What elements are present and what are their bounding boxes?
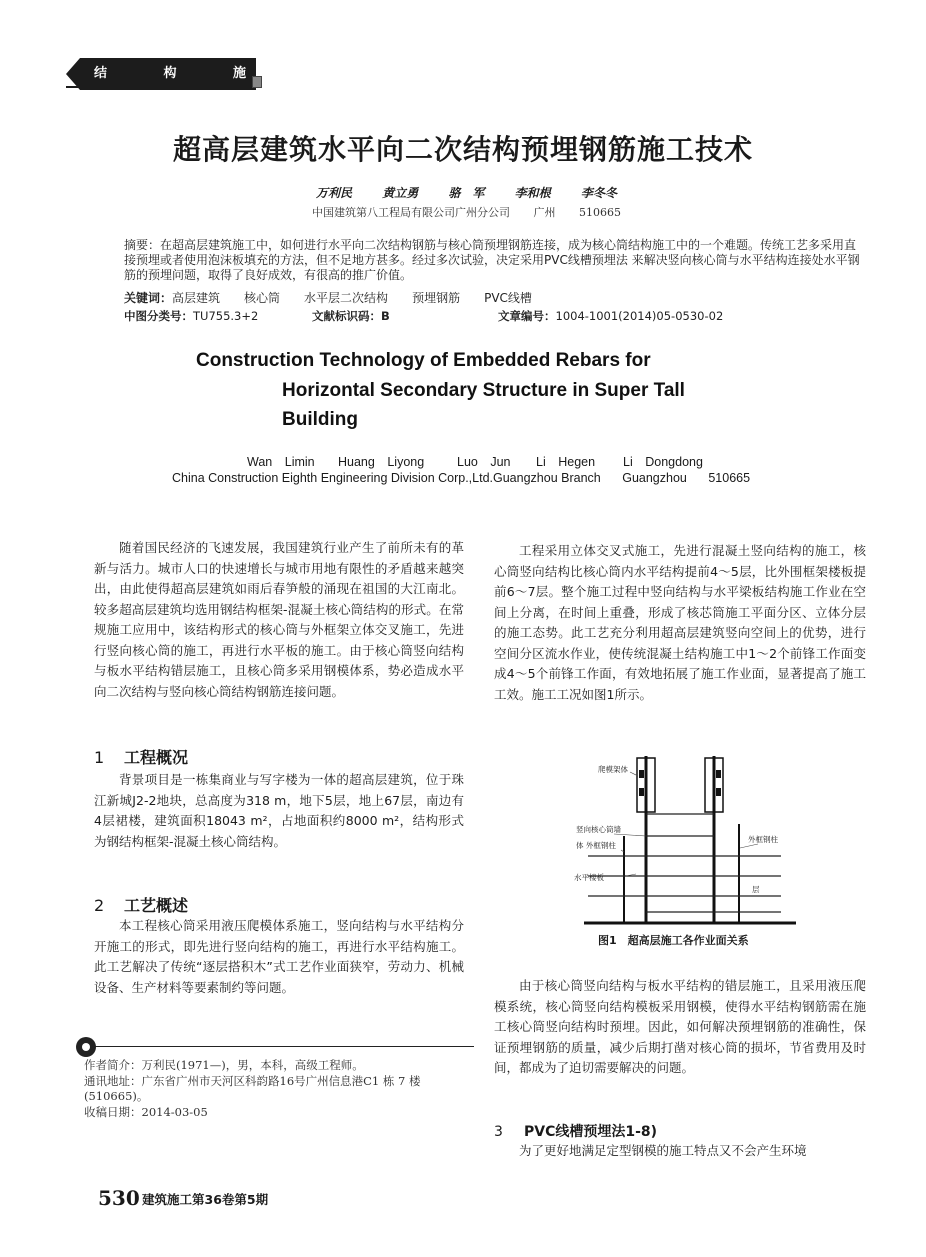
label-body-column: 体 外框钢柱 bbox=[576, 841, 616, 850]
label-layer: 层 bbox=[752, 885, 760, 894]
figure-1 bbox=[566, 752, 798, 928]
title-cn: 超高层建筑水平向二次结构预埋钢筋施工技术 bbox=[172, 133, 753, 166]
title-en-line: Building bbox=[282, 409, 358, 430]
author-cn: 骆 军 bbox=[448, 186, 485, 200]
section-1-paragraph: 背景项目是一栋集商业与写字楼为一体的超高层建筑，位于珠江新城J2-2地块，总高度为318 m，地下5层，地上67层，南边有4层裙楼，建筑面积18043 m²，占地面积约8000 m²，结构形式为钢结构框架-混凝土核心筒结构。 bbox=[94, 772, 464, 849]
figure-1-caption: 图1 超高层施工各作业面关系 bbox=[598, 934, 749, 947]
section-1-heading bbox=[94, 745, 188, 768]
frame-block bbox=[716, 788, 721, 796]
keyword: 核心筒 bbox=[244, 291, 281, 305]
label-horizontal-slab: 水平楼板 bbox=[574, 873, 604, 882]
footnote-rule bbox=[94, 1046, 474, 1047]
article-number bbox=[498, 308, 723, 324]
section-tab-underline bbox=[66, 86, 262, 88]
section-number: 2 bbox=[94, 896, 105, 915]
footnote-address: 通讯地址：广东省广州市天河区科韵路16号广州信息港C1 栋 7 楼(510665)。 bbox=[84, 1074, 421, 1103]
article-value: 1004-1001(2014)05-0530-02 bbox=[555, 309, 724, 323]
abstract: 摘要：在超高层建筑施工中，如何进行水平向二次结构钢筋与核心筒预埋钢筋连接，成为核心筒结构施工中的一个难题。传统工艺多采用直接预埋或者使用泡沫板填充的方法，但不足地方甚多。经过多次试验，决定采用PVC线槽预埋法 来解决竖向核心筒与水平结构连接处水平钢筋的预埋问题，取得了良好成效，有很高的推广价值。 bbox=[124, 238, 860, 282]
author-en: Huang Liyong bbox=[338, 455, 425, 469]
author-cn: 黄立勇 bbox=[382, 186, 419, 200]
section-number: 1 bbox=[94, 748, 105, 767]
title-en-line: Horizontal Secondary Structure in Super Tall bbox=[282, 380, 685, 401]
intro-paragraph: 随着国民经济的飞速发展，我国建筑行业产生了前所未有的革新与活力。城市人口的快速增长与城市用地有限性的矛盾越来越突出，由此使得超高层建筑如雨后春笋般的涌现在祖国的大江南北。较多超高层建筑均选用钢结构框架-混凝土核心筒结构的形式。在常规施工应用中，该结构形式的核心筒与外框架立体交叉施工，先进行竖向核心筒的施工，再进行水平板的施工。由于核心筒竖向结构与板水平结构错层施工，且核心筒多采用钢模体系，势必造成水平向二次结构与竖向核心筒结构钢筋连接问题。 bbox=[94, 540, 464, 699]
keyword: PVC线槽 bbox=[484, 291, 532, 305]
keyword: 水平层二次结构 bbox=[304, 291, 389, 305]
page-number: 530 bbox=[98, 1186, 140, 1210]
section-number: 3 bbox=[494, 1124, 503, 1140]
author-en: Wan Limin bbox=[247, 455, 315, 469]
footnote bbox=[84, 1058, 462, 1121]
section-3-paragraph: 为了更好地满足定型钢模的施工特点又不会产生环境 bbox=[519, 1143, 807, 1158]
label-outer-column: 外框钢柱 bbox=[748, 835, 778, 844]
keyword: 预埋钢筋 bbox=[412, 291, 461, 305]
section-title: 工艺概述 bbox=[124, 896, 189, 915]
doc-value: B bbox=[381, 309, 390, 323]
author-cn: 万利民 bbox=[316, 186, 353, 200]
footnote-received: 收稿日期：2014-03-05 bbox=[84, 1105, 208, 1119]
clc-label: 中图分类号： bbox=[124, 309, 193, 323]
label-climbing-frame: 爬模架体 bbox=[598, 765, 628, 774]
section-tab-label: 结 构 施 工 bbox=[94, 66, 342, 81]
footnote-icon bbox=[76, 1037, 96, 1057]
affiliation-en-zip: 510665 bbox=[708, 471, 751, 485]
footnote-author: 作者简介：万利民(1971—)，男，本科，高级工程师。 bbox=[84, 1058, 364, 1072]
frame-block bbox=[716, 770, 721, 778]
affiliation-org: 中国建筑第八工程局有限公司广州分公司 bbox=[312, 206, 510, 219]
journal-name: 建筑施工第36卷第5期 bbox=[142, 1192, 269, 1207]
label-core-wall: 竖向核心筒墙 bbox=[576, 825, 621, 834]
clc-value: TU755.3+2 bbox=[193, 309, 259, 323]
doc-label: 文献标识码： bbox=[312, 309, 381, 323]
frame-block bbox=[639, 770, 644, 778]
clc-number bbox=[124, 308, 258, 324]
authors-cn bbox=[316, 184, 643, 201]
author-en: Li Dongdong bbox=[623, 455, 703, 469]
affiliation-cn bbox=[312, 204, 641, 220]
author-en: Li Hegen bbox=[536, 455, 596, 469]
frame-block bbox=[639, 788, 644, 796]
section-title: 工程概况 bbox=[124, 748, 189, 767]
article-label: 文章编号： bbox=[498, 309, 556, 323]
affiliation-en-org: China Construction Eighth Engineering Division Corp.,Ltd.Guangzhou Branch bbox=[172, 471, 601, 485]
author-cn: 李冬冬 bbox=[580, 186, 617, 200]
affiliation-en-city: Guangzhou bbox=[622, 471, 687, 485]
section-2-paragraph: 本工程核心筒采用液压爬模体系施工，竖向结构与水平结构分开施工的形式，即先进行竖向结构的施工，再进行水平结构施工。此工艺解决了传统“逐层搭积木”式工艺作业面狭窄，劳动力、机械设备、生产材料等要素制约等问题。 bbox=[94, 918, 464, 995]
keywords bbox=[124, 289, 556, 306]
doc-code bbox=[312, 308, 390, 324]
outer-slabs bbox=[588, 856, 781, 912]
keyword: 高层建筑 bbox=[172, 291, 221, 305]
affiliation-en bbox=[172, 471, 768, 485]
right-paragraph-1: 工程采用立体交叉式施工，先进行混凝土竖向结构的施工，核心筒竖向结构比核心筒内水平结构提前4～5层，比外围框架楼板提前6～7层。整个施工过程中竖向结构与水平梁板结构施工作业在空间上分离，在时间上重叠，形成了核芯筒施工平面分区、立体分层的施工态势。此工艺充分利用超高层建筑竖向空间上的优势，进行空间分区流水作业，使传统混凝土结构施工中1～2个前锋工作面变成4～5个前锋工作面，有效地拓展了施工作业面，显著提高了施工工效。施工工况如图1所示。 bbox=[494, 543, 866, 702]
section-title: PVC线槽预埋法1-8) bbox=[524, 1124, 658, 1140]
core-slabs bbox=[646, 814, 714, 912]
author-cn: 李和根 bbox=[514, 186, 551, 200]
author-en: Luo Jun bbox=[457, 455, 511, 469]
section-2-heading bbox=[94, 893, 188, 916]
keywords-label: 关键词： bbox=[124, 291, 173, 305]
affiliation-zip: 510665 bbox=[579, 206, 621, 219]
right-paragraph-2: 由于核心筒竖向结构与板水平结构的错层施工，且采用液压爬模系统，核心筒竖向结构模板采用钢模，使得水平结构钢筋需在施工核心筒竖向结构时预埋。因此，如何解决预埋钢筋的准确性，保证预埋钢筋的质量，减少后期打凿对核心筒的损坏，节省费用及时间，都成为了迫切需要解决的问题。 bbox=[494, 978, 866, 1075]
affiliation-city: 广州 bbox=[533, 206, 556, 219]
section-3-heading bbox=[494, 1121, 657, 1141]
title-en-line: Construction Technology of Embedded Rebars for bbox=[196, 350, 651, 371]
